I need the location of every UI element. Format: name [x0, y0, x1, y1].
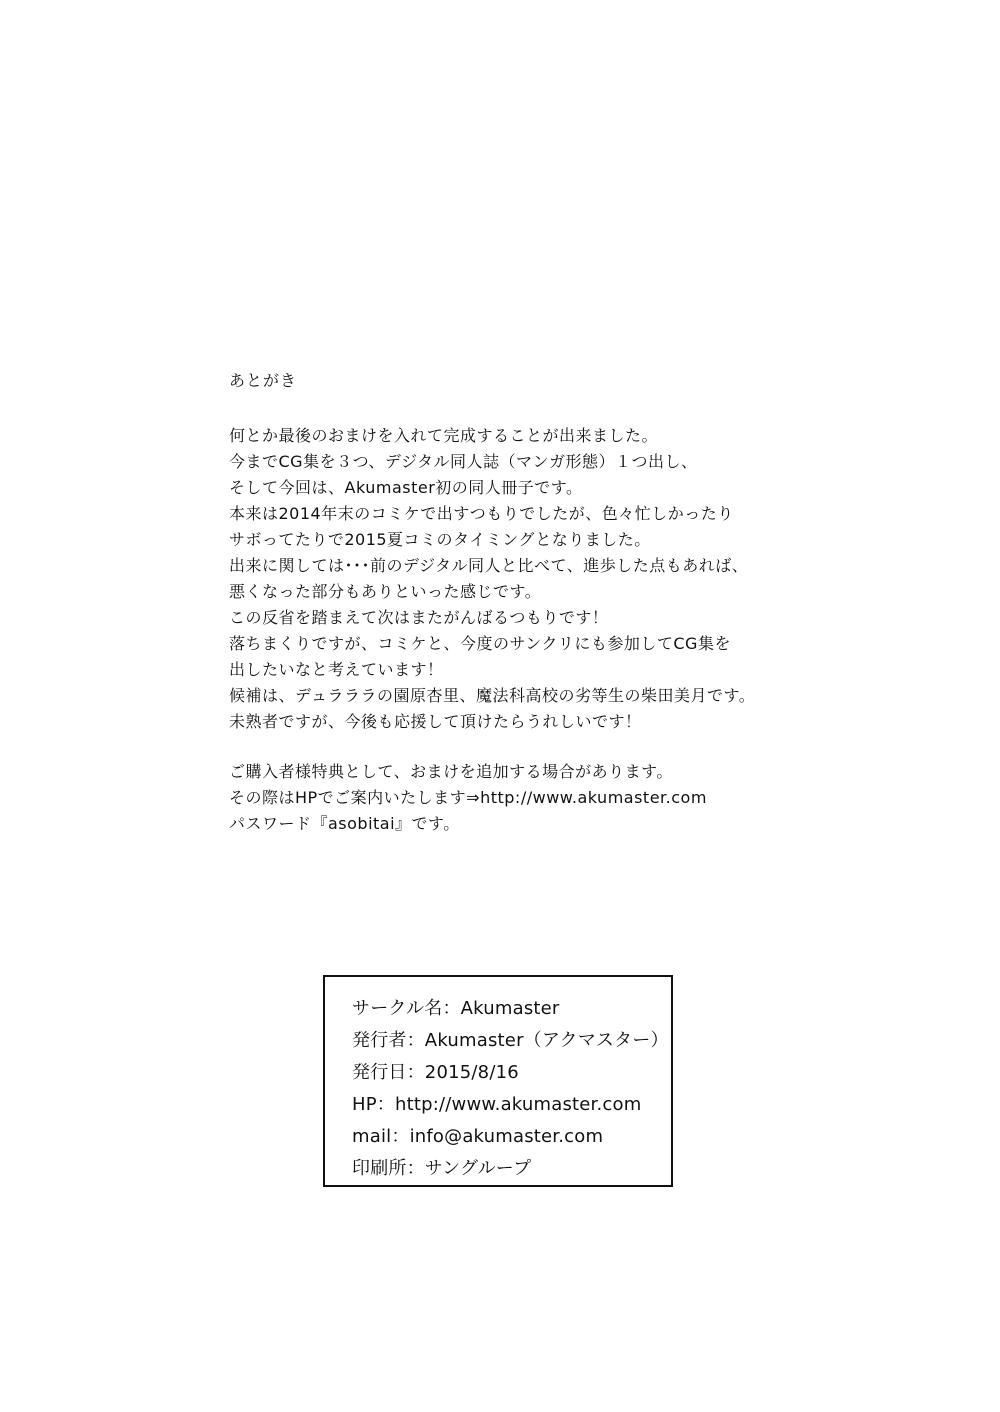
afterword-paragraph-2: [229, 759, 849, 837]
afterword-heading: あとがき: [229, 371, 298, 390]
afterword-line: 悪くなった部分もありといった感じです。: [229, 582, 542, 601]
afterword-line: パスワード『asobitai』です。: [229, 814, 460, 833]
afterword-line: 出来に関しては･･･前のデジタル同人と比べて、進歩した点もあれば、: [229, 556, 749, 575]
afterword-line: 落ちまくりですが、コミケと、今度のサンクリにも参加してCG集を: [229, 634, 731, 653]
colophon-mail: mail：info@akumaster.com: [352, 1126, 604, 1147]
afterword-line: 今までCG集を３つ、デジタル同人誌（マンガ形態）１つ出し、: [229, 452, 698, 471]
afterword-line: その際はHPでご案内いたします⇒http://www.akumaster.com: [229, 788, 707, 807]
colophon-box: [323, 975, 673, 1187]
colophon-homepage: HP：http://www.akumaster.com: [352, 1094, 642, 1115]
afterword-line: 未熟者ですが、今後も応援して頂けたらうれしいです！: [229, 712, 642, 731]
afterword-line: 本来は2014年末のコミケで出すつもりでしたが、色々忙しかったり: [229, 504, 734, 523]
afterword-line: 候補は、デュラララの園原杏里、魔法科高校の劣等生の柴田美月です。: [229, 686, 756, 705]
afterword-section: [229, 368, 849, 837]
paragraph-spacer: [229, 735, 849, 759]
afterword-line: ご購入者様特典として、おまけを追加する場合があります。: [229, 762, 673, 781]
afterword-line: この反省を踏まえて次はまたがんばるつもりです！: [229, 608, 609, 627]
colophon-circle-name: サークル名：Akumaster: [352, 998, 560, 1019]
afterword-line: 何とか最後のおまけを入れて完成することが出来ました。: [229, 426, 659, 445]
afterword-line: 出したいなと考えています！: [229, 660, 444, 679]
afterword-line: サボってたりで2015夏コミのタイミングとなりました。: [229, 530, 651, 549]
colophon-printer: 印刷所：サングループ: [352, 1158, 532, 1179]
afterword-paragraph-1: [229, 423, 849, 735]
colophon-date: 発行日：2015/8/16: [352, 1062, 519, 1083]
colophon-publisher: 発行者：Akumaster（アクマスター）: [352, 1030, 669, 1051]
afterword-line: そして今回は、Akumaster初の同人冊子です。: [229, 478, 583, 497]
